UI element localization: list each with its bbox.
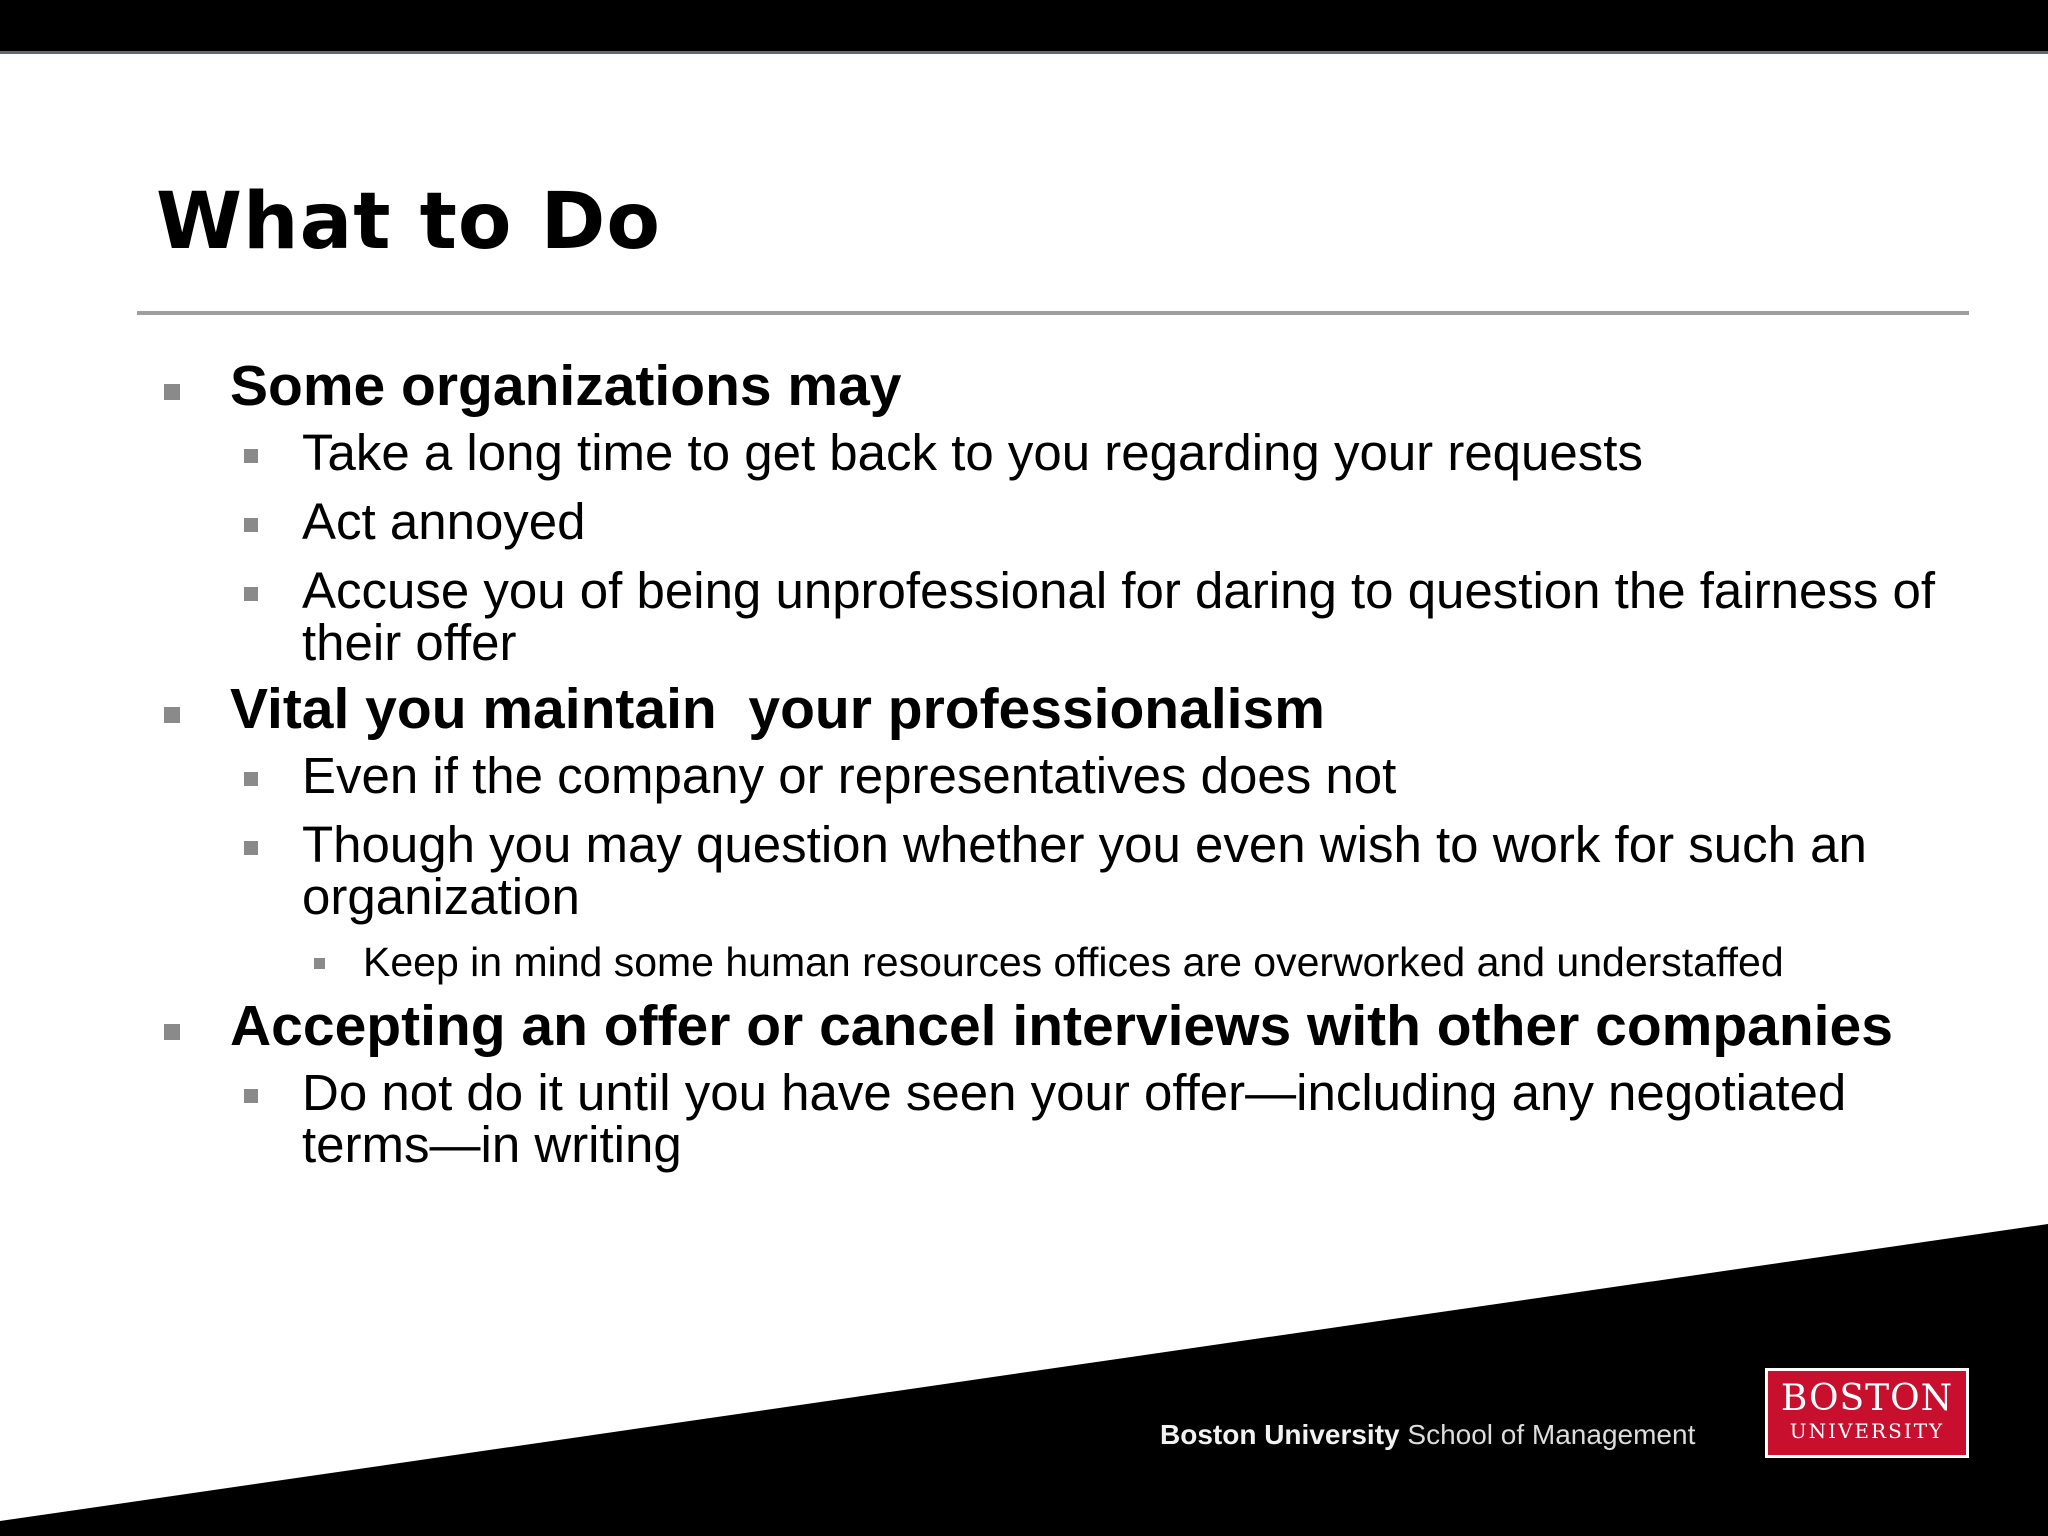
school-name-bold: Boston University bbox=[1160, 1419, 1400, 1450]
bullet-text: Vital you maintain your professionalism bbox=[230, 677, 1325, 741]
sub-bullet-text: Accuse you of being unprofessional for daring to question the fairness of their offer bbox=[302, 562, 1936, 671]
sub-bullet-text: Do not do it until you have seen your offer—including any negotiated terms—in writing bbox=[302, 1064, 1847, 1173]
logo-line-boston: BOSTON bbox=[1780, 1378, 1954, 1419]
sub-bullet-text: Though you may question whether you even wish to work for such an organization bbox=[302, 816, 1867, 925]
school-name bbox=[1160, 1418, 1695, 1452]
bullet-text: Some organizations may bbox=[230, 354, 902, 418]
sub-bullet-text: Take a long time to get back to you regarding your requests bbox=[302, 424, 1643, 481]
school-name-light: School of Management bbox=[1407, 1419, 1696, 1450]
sub-bullet-text: Act annoyed bbox=[302, 493, 586, 550]
sub-bullet-text: Even if the company or representatives does not bbox=[302, 747, 1397, 804]
logo-line-university: UNIVERSITY bbox=[1789, 1419, 1945, 1443]
bullet-text: Accepting an offer or cancel interviews with other companies bbox=[230, 994, 1893, 1058]
slide-title: What to Do bbox=[156, 177, 662, 267]
sub-sub-bullet-text: Keep in mind some human resources offices are overworked and understaffed bbox=[363, 939, 1784, 985]
boston-university-logo bbox=[1765, 1368, 1969, 1458]
